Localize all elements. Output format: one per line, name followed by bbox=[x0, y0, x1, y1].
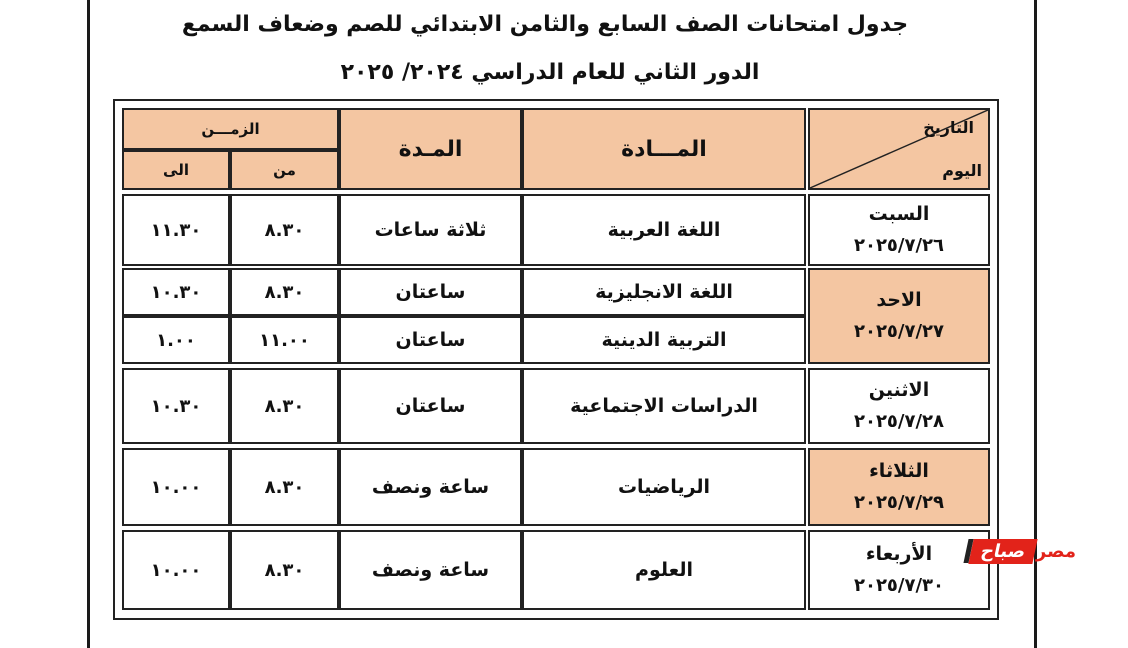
from-cell: ٨.٣٠ bbox=[230, 194, 339, 266]
duration-cell: ساعتان bbox=[339, 316, 522, 364]
day-cell bbox=[808, 268, 990, 364]
header-date-day bbox=[808, 108, 990, 190]
page-title: جدول امتحانات الصف السابع والثامن الابتدائي للصم وضعاف السمع bbox=[181, 12, 909, 37]
subject-cell: العلوم bbox=[522, 530, 806, 610]
subject-cell: الرياضيات bbox=[522, 448, 806, 526]
to-cell: ١٠.٠٠ bbox=[122, 530, 230, 610]
header-date-label: التاريخ bbox=[923, 118, 974, 137]
header-day-label: اليوم bbox=[942, 161, 982, 180]
logo-sobh-text: صباح bbox=[969, 539, 1039, 564]
day-name: الأربعاء bbox=[865, 543, 933, 565]
from-cell: ٨.٣٠ bbox=[230, 530, 339, 610]
day-cell bbox=[808, 368, 990, 444]
subject-cell: الدراسات الاجتماعية bbox=[522, 368, 806, 444]
subject-cell: التربية الدينية bbox=[522, 316, 806, 364]
page-subtitle: الدور الثاني للعام الدراسي ٢٠٢٤/ ٢٠٢٥ bbox=[340, 60, 760, 85]
day-name: الاحد bbox=[876, 289, 922, 311]
subject-cell: اللغة العربية bbox=[522, 194, 806, 266]
header-to: الى bbox=[122, 150, 230, 190]
day-date: ٢٠٢٥/٧/٣٠ bbox=[853, 575, 945, 596]
day-date: ٢٠٢٥/٧/٢٩ bbox=[853, 492, 945, 513]
left-border-line bbox=[87, 0, 90, 648]
logo-masr-text: مصر bbox=[1035, 540, 1076, 562]
duration-cell: ساعتان bbox=[339, 268, 522, 316]
from-cell: ٨.٣٠ bbox=[230, 268, 339, 316]
header-from: من bbox=[230, 150, 339, 190]
duration-cell: ساعة ونصف bbox=[339, 448, 522, 526]
header-time: الزمـــن bbox=[122, 108, 339, 150]
day-name: السبت bbox=[868, 203, 930, 225]
day-cell bbox=[808, 448, 990, 526]
to-cell: ١.٠٠ bbox=[122, 316, 230, 364]
day-name: الاثنين bbox=[868, 379, 930, 401]
to-cell: ١٠.٣٠ bbox=[122, 368, 230, 444]
day-name: الثلاثاء bbox=[869, 460, 929, 482]
day-date: ٢٠٢٥/٧/٢٧ bbox=[853, 321, 945, 342]
subject-cell: اللغة الانجليزية bbox=[522, 268, 806, 316]
day-cell bbox=[808, 194, 990, 266]
to-cell: ١٠.٠٠ bbox=[122, 448, 230, 526]
from-cell: ٨.٣٠ bbox=[230, 448, 339, 526]
duration-cell: ثلاثة ساعات bbox=[339, 194, 522, 266]
to-cell: ١١.٣٠ bbox=[122, 194, 230, 266]
from-cell: ١١.٠٠ bbox=[230, 316, 339, 364]
duration-cell: ساعتان bbox=[339, 368, 522, 444]
watermark-logo bbox=[868, 535, 1080, 567]
day-date: ٢٠٢٥/٧/٢٨ bbox=[853, 411, 945, 432]
header-subject: المـــادة bbox=[522, 108, 806, 190]
header-duration: المـدة bbox=[339, 108, 522, 190]
day-date: ٢٠٢٥/٧/٢٦ bbox=[853, 235, 945, 256]
from-cell: ٨.٣٠ bbox=[230, 368, 339, 444]
duration-cell: ساعة ونصف bbox=[339, 530, 522, 610]
to-cell: ١٠.٣٠ bbox=[122, 268, 230, 316]
